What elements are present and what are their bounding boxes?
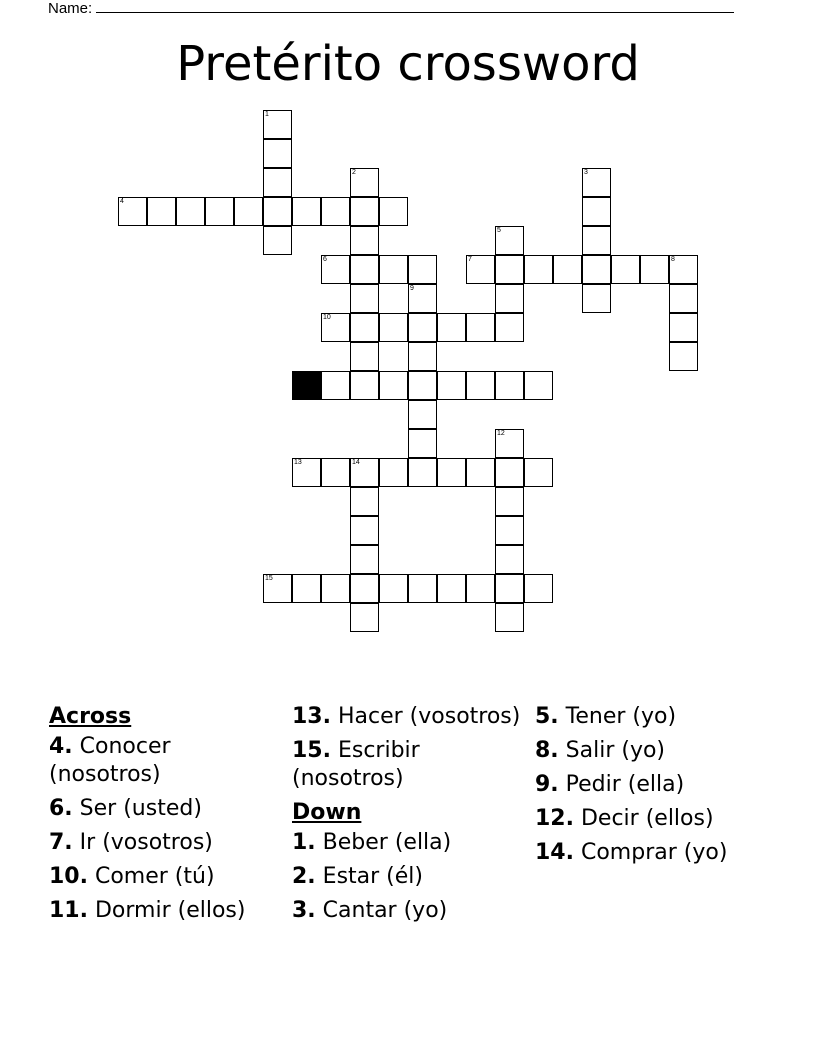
clue-number: 14 (352, 459, 360, 466)
clue-item-number: 11. (49, 898, 88, 923)
clue-item-text: Pedir (ella) (558, 772, 685, 797)
grid-cell[interactable] (292, 458, 321, 487)
name-field[interactable] (48, 0, 734, 18)
clue-item-text: Estar (él) (315, 864, 423, 889)
grid-cell[interactable] (466, 574, 495, 603)
grid-cell[interactable] (118, 197, 147, 226)
grid-cell[interactable] (495, 371, 524, 400)
clue-number: 2 (352, 169, 356, 176)
clue-item (535, 839, 795, 867)
grid-cell[interactable] (524, 371, 553, 400)
grid-cell[interactable] (640, 255, 669, 284)
clue-item-number: 8. (535, 738, 559, 763)
clues-column-1 (49, 703, 279, 931)
grid-cell[interactable] (466, 313, 495, 342)
grid-cell[interactable] (350, 458, 379, 487)
grid-cell[interactable] (582, 284, 611, 313)
clue-item-number: 9. (535, 772, 559, 797)
page-title: Pretérito crossword (176, 36, 640, 92)
grid-cell[interactable] (350, 487, 379, 516)
clue-number: 15 (265, 575, 273, 582)
grid-cell[interactable] (350, 516, 379, 545)
clue-item-number: 15. (292, 738, 331, 763)
clue-item (292, 829, 522, 857)
grid-cell[interactable] (437, 313, 466, 342)
grid-cell[interactable] (466, 371, 495, 400)
clue-item-number: 13. (292, 704, 331, 729)
clue-item (292, 897, 522, 925)
grid-cell[interactable] (553, 255, 582, 284)
grid-cell[interactable] (263, 168, 292, 197)
clue-number: 11 (294, 372, 302, 379)
grid-cell[interactable] (495, 284, 524, 313)
clue-item-text: Ser (usted) (72, 796, 202, 821)
grid-cell[interactable] (350, 545, 379, 574)
grid-cell[interactable] (234, 197, 263, 226)
grid-cell[interactable] (321, 197, 350, 226)
black-square (292, 371, 321, 400)
grid-cell[interactable] (205, 197, 234, 226)
clue-number: 3 (584, 169, 588, 176)
grid-cell[interactable] (147, 197, 176, 226)
clue-item (535, 771, 795, 799)
grid-cell[interactable] (379, 458, 408, 487)
grid-cell[interactable] (350, 574, 379, 603)
grid-cell[interactable] (379, 574, 408, 603)
across-heading: Across (49, 704, 132, 729)
down-clue-list-continued (535, 703, 795, 867)
grid-cell[interactable] (379, 371, 408, 400)
clue-number: 7 (468, 256, 472, 263)
clue-item-text: Escribir (nosotros) (292, 738, 420, 791)
clue-item-number: 12. (535, 806, 574, 831)
grid-cell[interactable] (669, 313, 698, 342)
grid-cell[interactable] (611, 255, 640, 284)
grid-cell[interactable] (524, 458, 553, 487)
clue-item-text: Conocer (nosotros) (49, 734, 171, 787)
grid-cell[interactable] (408, 255, 437, 284)
grid-cell[interactable] (582, 226, 611, 255)
clue-item (292, 863, 522, 891)
clue-item-text: Beber (ella) (315, 830, 452, 855)
grid-cell[interactable] (408, 371, 437, 400)
clue-number: 13 (294, 459, 302, 466)
grid-cell[interactable] (669, 284, 698, 313)
grid-cell[interactable] (437, 574, 466, 603)
grid-cell[interactable] (408, 342, 437, 371)
clue-item-number: 3. (292, 898, 316, 923)
grid-cell[interactable] (495, 545, 524, 574)
grid-cell[interactable] (582, 168, 611, 197)
grid-cell[interactable] (379, 255, 408, 284)
clue-number: 6 (323, 256, 327, 263)
clue-item-text: Comprar (yo) (573, 840, 728, 865)
grid-cell[interactable] (292, 574, 321, 603)
clue-number: 8 (671, 256, 675, 263)
clue-item-number: 7. (49, 830, 73, 855)
grid-cell[interactable] (350, 255, 379, 284)
clue-item-text: Comer (tú) (87, 864, 215, 889)
grid-cell[interactable] (582, 255, 611, 284)
grid-cell[interactable] (292, 197, 321, 226)
grid-cell[interactable] (350, 197, 379, 226)
grid-cell[interactable] (350, 603, 379, 632)
clue-item-number: 14. (535, 840, 574, 865)
grid-cell[interactable] (408, 458, 437, 487)
clue-item-number: 4. (49, 734, 73, 759)
clue-number: 12 (497, 430, 505, 437)
grid-cell[interactable] (350, 342, 379, 371)
grid-cell[interactable] (321, 458, 350, 487)
grid-cell[interactable] (176, 197, 205, 226)
grid-cell[interactable] (321, 371, 350, 400)
grid-cell[interactable] (263, 197, 292, 226)
clue-item-number: 2. (292, 864, 316, 889)
grid-cell[interactable] (495, 313, 524, 342)
grid-cell[interactable] (524, 255, 553, 284)
clue-item (535, 805, 795, 833)
clue-item (535, 737, 795, 765)
grid-cell[interactable] (669, 255, 698, 284)
grid-cell[interactable] (495, 458, 524, 487)
grid-cell[interactable] (408, 429, 437, 458)
grid-cell[interactable] (350, 284, 379, 313)
clue-item (49, 897, 279, 925)
grid-cell[interactable] (350, 313, 379, 342)
grid-cell[interactable] (495, 574, 524, 603)
grid-cell[interactable] (350, 226, 379, 255)
clue-number: 1 (265, 111, 269, 118)
clue-item-text: Salir (yo) (558, 738, 666, 763)
clue-item-text: Hacer (vosotros) (330, 704, 521, 729)
grid-cell[interactable] (263, 110, 292, 139)
grid-cell[interactable] (495, 226, 524, 255)
clue-item (535, 703, 795, 731)
clue-item-text: Decir (ellos) (573, 806, 714, 831)
grid-cell[interactable] (350, 371, 379, 400)
clue-item-number: 10. (49, 864, 88, 889)
grid-cell[interactable] (466, 458, 495, 487)
grid-cell[interactable] (495, 487, 524, 516)
grid-cell[interactable] (524, 574, 553, 603)
grid-cell[interactable] (321, 255, 350, 284)
grid-cell[interactable] (321, 313, 350, 342)
clues-column-3 (535, 703, 795, 873)
grid-cell[interactable] (263, 574, 292, 603)
grid-cell[interactable] (379, 197, 408, 226)
across-clue-list (49, 733, 279, 925)
clue-item (292, 737, 522, 793)
clue-item (49, 795, 279, 823)
grid-cell[interactable] (495, 603, 524, 632)
clue-item-number: 1. (292, 830, 316, 855)
clue-item (49, 829, 279, 857)
grid-cell[interactable] (669, 342, 698, 371)
clue-item-number: 5. (535, 704, 559, 729)
grid-cell[interactable] (408, 400, 437, 429)
grid-cell[interactable] (437, 458, 466, 487)
grid-cell[interactable] (495, 429, 524, 458)
clue-number: 5 (497, 227, 501, 234)
grid-cell[interactable] (495, 516, 524, 545)
clue-number: 10 (323, 314, 331, 321)
down-clue-list (292, 829, 522, 925)
grid-cell[interactable] (466, 255, 495, 284)
clue-number: 4 (120, 198, 124, 205)
grid-cell[interactable] (437, 371, 466, 400)
clue-item (49, 733, 279, 789)
clues-column-2 (292, 703, 522, 931)
grid-cell[interactable] (350, 168, 379, 197)
grid-cell[interactable] (495, 255, 524, 284)
clue-number: 9 (410, 285, 414, 292)
clue-item (292, 703, 522, 731)
grid-cell[interactable] (408, 574, 437, 603)
clue-item-text: Cantar (yo) (315, 898, 448, 923)
clue-item (49, 863, 279, 891)
clue-item-text: Tener (yo) (558, 704, 677, 729)
down-heading: Down (292, 800, 362, 825)
clue-item-text: Ir (vosotros) (72, 830, 213, 855)
clue-item-text: Dormir (ellos) (87, 898, 246, 923)
grid-cell[interactable] (263, 139, 292, 168)
grid-cell[interactable] (408, 284, 437, 313)
name-blank-line[interactable] (96, 0, 734, 13)
across-clue-list-continued (292, 703, 522, 793)
grid-cell[interactable] (582, 197, 611, 226)
grid-cell[interactable] (321, 574, 350, 603)
grid-cell[interactable] (408, 313, 437, 342)
grid-cell[interactable] (379, 313, 408, 342)
clue-item-number: 6. (49, 796, 73, 821)
grid-cell[interactable] (263, 226, 292, 255)
name-label: Name: (48, 0, 93, 17)
